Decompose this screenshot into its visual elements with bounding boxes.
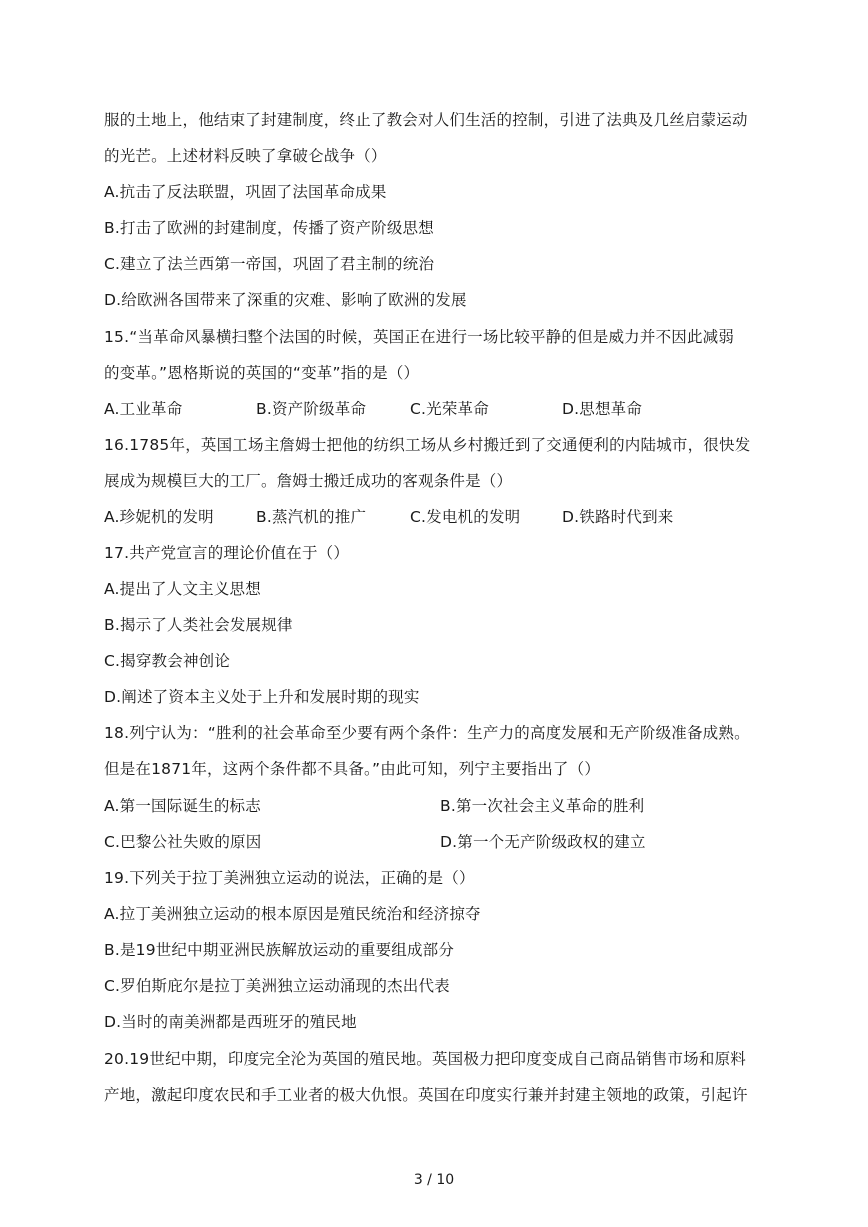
q17-option-b: B.揭示了人类社会发展规律: [104, 616, 293, 634]
q18-question-line-2: 但是在1871年，这两个条件都不具备。”由此可知，列宁主要指出了（）: [104, 760, 601, 778]
q15-option-c: C.光荣革命: [410, 400, 489, 418]
q17-option-a: A.提出了人文主义思想: [104, 580, 261, 598]
q20-question-line-2: 产地，激起印度农民和手工业者的极大仇恨。英国在印度实行兼并封建主领地的政策，引起许: [104, 1086, 748, 1104]
q15-option-a: A.工业革命: [104, 400, 183, 418]
q16-question-line-1: 16.1785年，英国工场主詹姆士把他的纺织工场从乡村搬迁到了交通便利的内陆城市，很快发: [104, 436, 751, 454]
q15-option-d: D.思想革命: [562, 400, 643, 418]
q16-option-a: A.珍妮机的发明: [104, 508, 214, 526]
q16-question-line-2: 展成为规模巨大的工厂。詹姆士搬迁成功的客观条件是（）: [104, 472, 513, 490]
q17-option-c: C.揭穿教会神创论: [104, 652, 231, 670]
q16-option-c: C.发电机的发明: [410, 508, 521, 526]
q17-option-d: D.阐述了资本主义处于上升和发展时期的现实: [104, 688, 420, 706]
q14-option-c: C.建立了法兰西第一帝国，巩固了君主制的统治: [104, 255, 435, 273]
q20-question-line-1: 20.19世纪中期，印度完全沦为英国的殖民地。英国极力把印度变成自己商品销售市场和原料: [104, 1050, 746, 1068]
q18-option-c: C.巴黎公社失败的原因: [104, 833, 262, 851]
q17-question: 17.共产党宣言的理论价值在于（）: [104, 544, 350, 562]
q15-option-b: B.资产阶级革命: [256, 400, 367, 418]
q19-option-a: A.拉丁美洲独立运动的根本原因是殖民统治和经济掠夺: [104, 905, 481, 923]
page-number: 3 / 10: [413, 1172, 455, 1188]
q18-option-d: D.第一个无产阶级政权的建立: [440, 833, 646, 851]
q18-option-a: A.第一国际诞生的标志: [104, 797, 261, 815]
q14-text-line-1: 服的土地上，他结束了封建制度，终止了教会对人们生活的控制，引进了法典及几丝启蒙运动: [104, 111, 748, 129]
q14-text-line-2: 的光芒。上述材料反映了拿破仑战争（）: [104, 147, 387, 165]
q15-question-line-1: 15.“当革命风暴横扫整个法国的时候，英国正在进行一场比较平静的但是威力并不因此减弱: [104, 328, 735, 346]
q19-option-d: D.当时的南美洲都是西班牙的殖民地: [104, 1013, 357, 1031]
q14-option-d: D.给欧洲各国带来了深重的灾难、影响了欧洲的发展: [104, 291, 467, 309]
q19-question: 19.下列关于拉丁美洲独立运动的说法，正确的是（）: [104, 869, 475, 887]
q15-question-line-2: 的变革。”恩格斯说的英国的“变革”指的是（）: [104, 364, 420, 382]
q18-question-line-1: 18.列宁认为：“胜利的社会革命至少要有两个条件：生产力的高度发展和无产阶级准备成熟。: [104, 724, 750, 742]
q14-option-b: B.打击了欧洲的封建制度，传播了资产阶级思想: [104, 219, 434, 237]
q19-option-c: C.罗伯斯庇尔是拉丁美洲独立运动涌现的杰出代表: [104, 977, 450, 995]
q16-option-d: D.铁路时代到来: [562, 508, 674, 526]
q19-option-b: B.是19世纪中期亚洲民族解放运动的重要组成部分: [104, 941, 455, 959]
q18-option-b: B.第一次社会主义革命的胜利: [440, 797, 645, 815]
q14-option-a: A.抗击了反法联盟，巩固了法国革命成果: [104, 183, 387, 201]
q16-option-b: B.蒸汽机的推广: [256, 508, 367, 526]
